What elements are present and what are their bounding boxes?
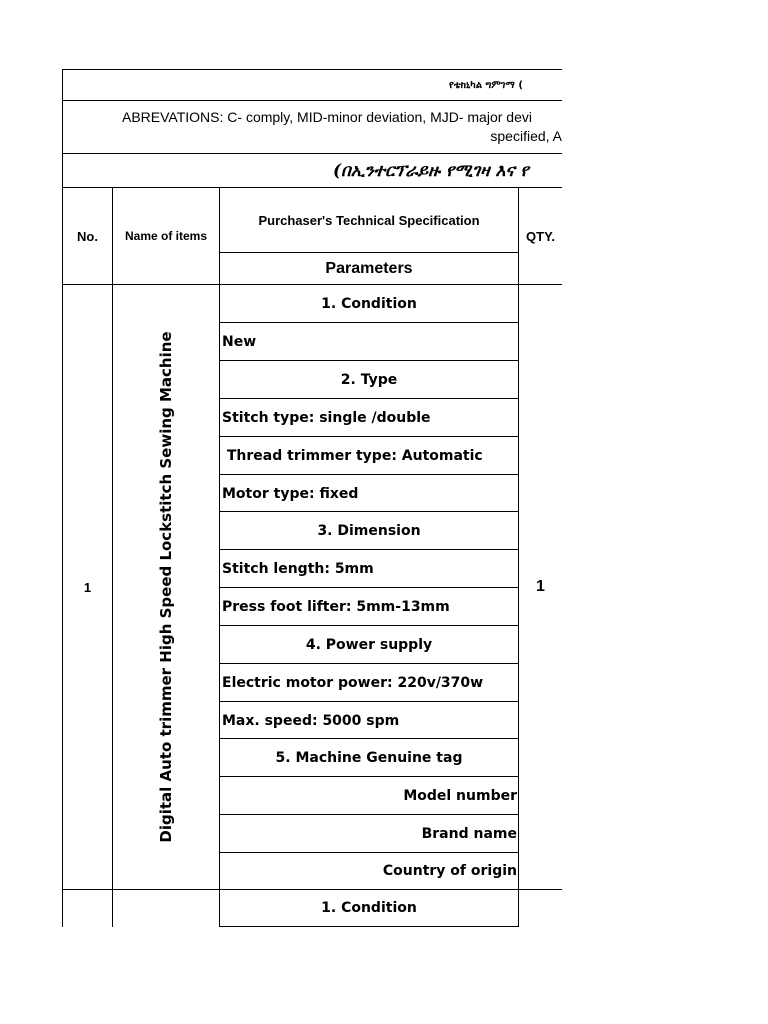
- header-name-of-items: Name of items: [112, 187, 220, 285]
- header-qty: QTY.: [518, 187, 562, 285]
- item-name-cell: [112, 889, 220, 927]
- param-row: Stitch length: 5mm: [219, 549, 519, 588]
- param-row: Electric motor power: 220v/370w: [219, 663, 519, 702]
- item-quantity: [518, 889, 562, 927]
- param-row: New: [219, 322, 519, 361]
- param-row: Model number: [219, 776, 519, 815]
- param-row: Brand name: [219, 814, 519, 853]
- header-purchaser-spec: Purchaser's Technical Specification: [219, 187, 519, 253]
- param-row: Press foot lifter: 5mm-13mm: [219, 587, 519, 626]
- param-row: 1. Condition: [219, 284, 519, 323]
- spec-table: [62, 69, 562, 927]
- param-row: 1. Condition: [219, 889, 519, 927]
- item-name: Digital Auto trimmer High Speed Lockstitch Sewing Machine: [157, 331, 175, 843]
- param-row: Max. speed: 5000 spm: [219, 701, 519, 740]
- param-row: 4. Power supply: [219, 625, 519, 664]
- header-no: No.: [62, 187, 113, 285]
- abbreviations-line-2: specified, A: [490, 128, 562, 144]
- item-number: 1: [62, 284, 113, 890]
- amharic-subtitle: (በኢንተርፕራይዙ የሚገዛ እና የ: [62, 153, 562, 188]
- param-row: Thread trimmer type: Automatic: [219, 436, 519, 475]
- param-row: 3. Dimension: [219, 511, 519, 550]
- param-row: 2. Type: [219, 360, 519, 399]
- item-quantity: 1: [518, 284, 562, 890]
- abbreviations-note: [62, 100, 562, 154]
- param-row: Country of origin: [219, 852, 519, 890]
- param-row: Stitch type: single /double: [219, 398, 519, 437]
- param-row: Motor type: fixed: [219, 474, 519, 513]
- item-number: [62, 889, 113, 927]
- param-row: 5. Machine Genuine tag: [219, 738, 519, 777]
- item-name-cell: [112, 284, 220, 890]
- header-parameters: Parameters: [219, 252, 519, 285]
- abbreviations-line-1: ABREVATIONS: C- comply, MID-minor deviation, MJD- major devi: [122, 109, 532, 125]
- document-title: የቴክኒካል ግምገማ (: [62, 69, 562, 101]
